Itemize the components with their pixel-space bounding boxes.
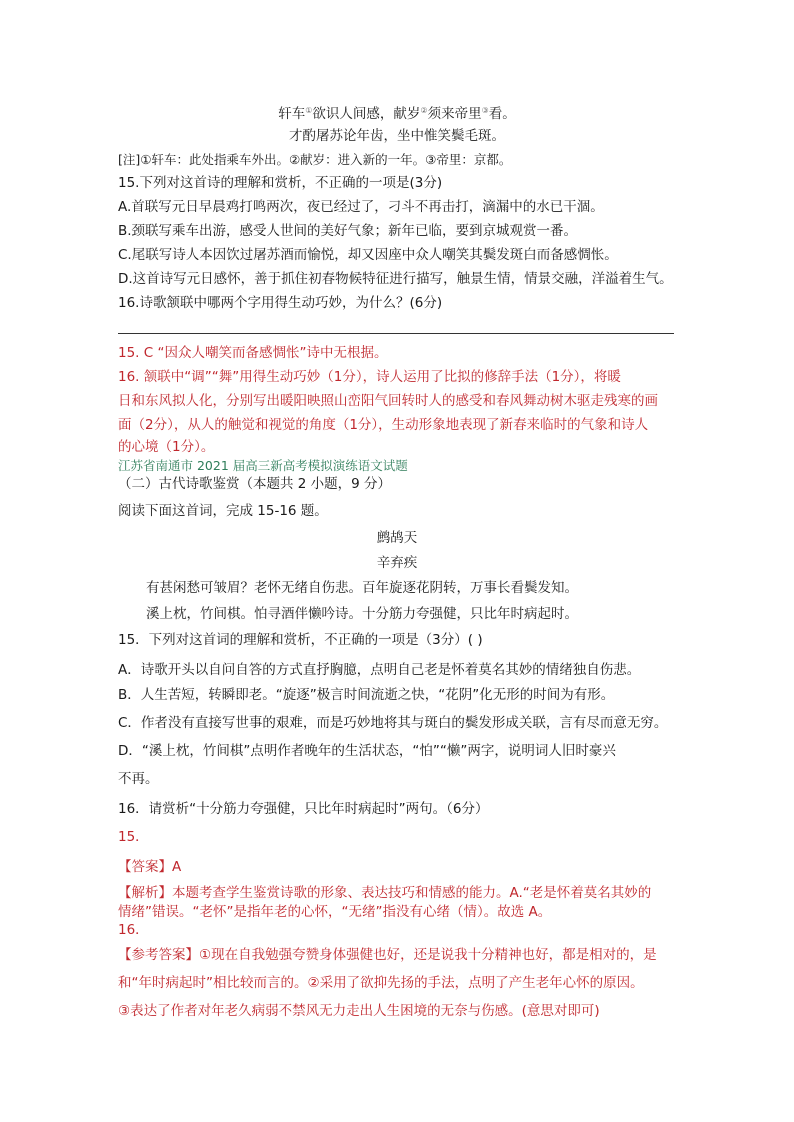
q15b-option-c: C．作者没有直接写世事的艰难，而是巧妙地将其与斑白的鬓发形成关联，言有尽而意无穷。 <box>118 715 668 731</box>
divider-rule <box>118 333 674 334</box>
poem2-line1: 有甚闲愁可皱眉？老怀无绪自伤悲。百年旋逐花阴转，万事长看鬓发知。 <box>146 580 578 596</box>
q16a-stem: 16.诗歌颔联中哪两个字用得生动巧妙，为什么？(6分) <box>118 295 443 311</box>
q15b-stem: 15．下列对这首词的理解和赏析，不正确的一项是（3分）( ) <box>118 632 483 648</box>
q15a-option-d: D.这首诗写元日感怀，善于抓住初春物候特征进行描写，触景生情，情景交融，洋溢着生气。 <box>118 271 673 287</box>
answer-15b-analysis-line2: 情绪”错误。“老怀”是指年老的心怀，“无绪”指没有心绪（情）。故选 A。 <box>118 904 552 920</box>
q15b-option-d-line1: D．“溪上枕，竹间棋”点明作者晚年的生活状态，“怕”“懒”两字，说明词人旧时豪兴 <box>118 743 616 759</box>
poem2-title: 鹧鸪天 <box>376 530 418 546</box>
poem2-line2: 溪上枕，竹间棋。怕寻酒伴懒吟诗。十分筋力夸强健，只比年时病起时。 <box>146 606 578 622</box>
answer-16a-line4: 的心境（1分）。 <box>118 439 215 455</box>
q15a-stem: 15.下列对这首诗的理解和赏析，不正确的一项是(3分) <box>118 175 443 191</box>
poem1-note: [注]①轩车：此处指乘车外出。②献岁：进入新的一年。③帝里：京都。 <box>118 152 512 167</box>
q15a-option-c: C.尾联写诗人本因饮过屠苏酒而愉悦，却又因座中众人嘲笑其鬓发斑白而备感惆怅。 <box>118 247 618 263</box>
section-heading: （二）古代诗歌鉴赏（本题共 2 小题，9 分） <box>118 476 392 492</box>
answer-16a-line1: 16. 颔联中“调”“舞”用得生动巧妙（1分），诗人运用了比拟的修辞手法（1分），将暖 <box>118 369 621 385</box>
answer-15b-analysis-line1: 【解析】本题考查学生鉴赏诗歌的形象、表达技巧和情感的能力。A.“老是怀着莫名其妙的 <box>118 885 652 901</box>
answer-15b-label: 【答案】A <box>118 859 182 875</box>
answer-15a: 15. C “因众人嘲笑而备感惆怅”诗中无根据。 <box>118 345 388 361</box>
answer-16a-line2: 日和东风拟人化，分别写出暖阳映照山峦阳气回转时人的感受和春风舞动树木驱走残寒的画 <box>118 393 658 409</box>
q15a-option-a: A.首联写元日早晨鸡打鸣两次，夜已经过了，刁斗不再击打，滴漏中的水已干涸。 <box>118 199 604 215</box>
q16b-stem: 16．请赏析“十分筋力夸强健，只比年时病起时”两句。（6分） <box>118 801 489 817</box>
q15a-option-b: B.颈联写乘车出游，感受人世间的美好气象；新年已临，要到京城观赏一番。 <box>118 223 578 239</box>
poem2-author: 辛弃疾 <box>376 555 418 571</box>
source-title: 江苏省南通市 2021 届高三新高考模拟演练语文试题 <box>118 458 408 473</box>
answer-16b-line2: 和“年时病起时”相比较而言的。②采用了欲抑先扬的手法，点明了产生老年心怀的原因。 <box>118 975 644 991</box>
answer-16b-line1: 【参考答案】①现在自我勉强夸赞身体强健也好，还是说我十分精神也好，都是相对的，是 <box>118 947 657 963</box>
poem1-line1: 轩车①欲识人间感，献岁②须来帝里③看。 <box>278 106 516 122</box>
q15b-option-d-line2: 不再。 <box>118 771 159 787</box>
q15b-option-a: A．诗歌开头以自问自答的方式直抒胸臆，点明自己老是怀着莫名其妙的情绪独自伤悲。 <box>118 662 641 678</box>
answer-16b-number: 16． <box>118 922 149 938</box>
answer-16a-line3: 面（2分），从人的触觉和视觉的角度（1分），生动形象地表现了新春来临时的气象和诗人 <box>118 417 649 433</box>
answer-15b-number: 15． <box>118 829 149 845</box>
poem1-line2: 才酌屠苏论年齿，坐中惟笑鬓毛斑。 <box>289 128 505 144</box>
instruction: 阅读下面这首词，完成 15-16 题。 <box>118 503 328 519</box>
q15b-option-b: B．人生苦短，转瞬即老。“旋逐”极言时间流逝之快，“花阴”化无形的时间为有形。 <box>118 687 615 703</box>
answer-16b-line3: ③表达了作者对年老久病弱不禁风无力走出人生困境的无奈与伤感。(意思对即可) <box>118 1003 600 1019</box>
